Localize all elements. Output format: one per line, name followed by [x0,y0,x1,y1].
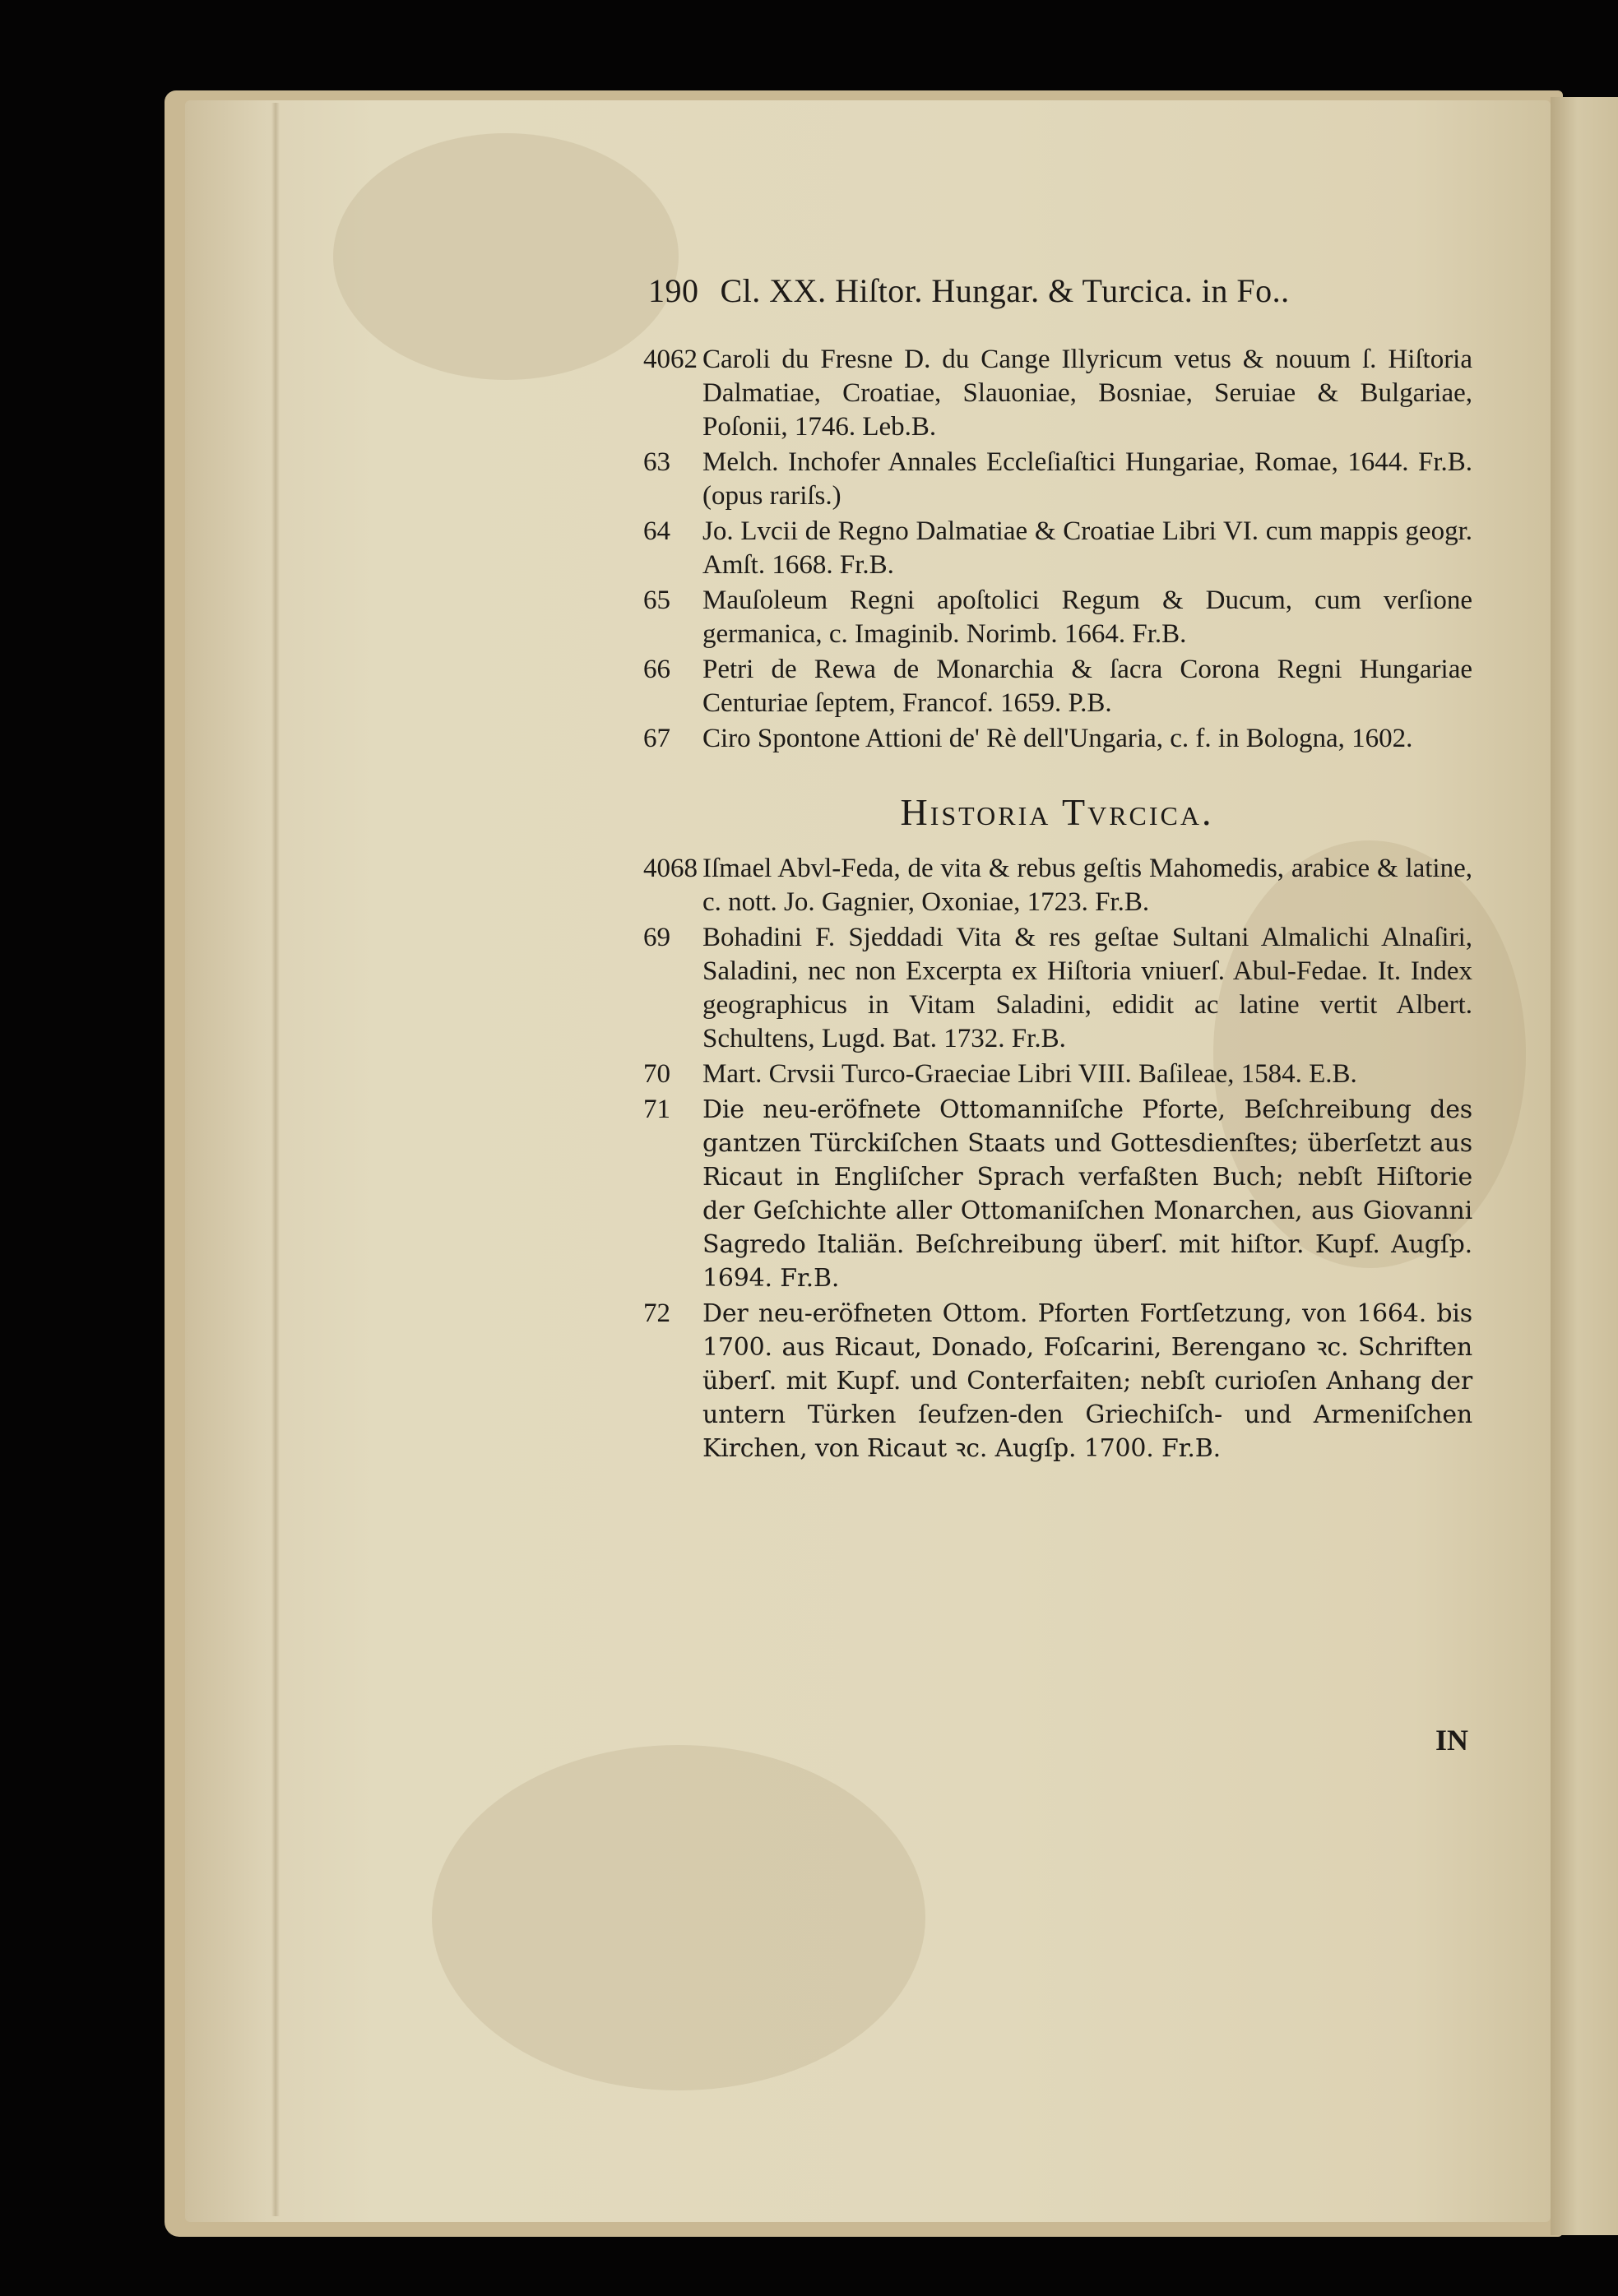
running-title: Cl. XX. Hiſtor. Hungar. & Turcica. in Fo.. [720,272,1290,309]
catalog-entry [642,1297,1472,1465]
entries-hungarica [642,343,1472,756]
entry-number: 70 [643,1059,670,1089]
entry-number: 63 [643,447,670,477]
entry-text: Iſmael Abvl-Feda, de vita & rebus geſtis Mahomedis, arabice & latine, c. nott. Jo. Gagnier, Oxoniae, 1723. Fr.B. [702,854,1472,917]
entry-number: 72 [643,1298,670,1328]
entry-text: Melch. Inchofer Annales Eccleſiaſtici Hungariae, Romae, 1644. Fr.B. (opus rariſs.) [702,447,1472,511]
page-number: 190 [648,272,699,309]
facing-page-edge [1551,97,1618,2235]
entry-text: Der neu-eröfneten Ottom. Pforten Fortſetzung, von 1664. bis 1700. aus Ricaut, Donado, Foſcarini, Berengano ꝛc. Schriften überſ. mit Kupf. und Conterfaiten; nebſt curioſen Anhang der untern Türken ſeufzen-den Griechiſch- und Armeniſchen Kirchen, von Ricaut ꝛc. Augſp. 1700. Fr.B. [702,1299,1472,1463]
entry-number: 69 [643,923,670,952]
entry-number: 4062 [643,345,698,374]
entry-text: Bohadini F. Sjeddadi Vita & res geſtae Sultani Almalichi Alnaſiri, Saladini, nec non Excerpta ex Hiſtoria vniuerſ. Abul-Fedae. It. Index geographicus in Vitam Saladini, edidit ac latine vertit Albert. Schultens, Lugd. Bat. 1732. Fr.B. [702,923,1472,1053]
entry-number: 66 [643,655,670,684]
catalog-entry [642,722,1472,756]
catalog-entry [642,852,1472,919]
catalog-entry [642,515,1472,582]
paper-stain [333,133,679,380]
page-content [642,271,1472,1467]
catalog-entry [642,446,1472,513]
entry-text: Caroli du Fresne D. du Cange Illyricum vetus & nouum ſ. Hiſtoria Dalmatiae, Croatiae, Slauoniae, Bosniae, Seruiae & Bulgariae, Poſonii, 1746. Leb.B. [702,345,1472,442]
entry-text: Jo. Lvcii de Regno Dalmatiae & Croatiae Libri VI. cum mappis geogr. Amſt. 1668. Fr.B. [702,516,1472,580]
entry-text: Ciro Spontone Attioni de' Rè dell'Ungaria, c. f. in Bologna, 1602. [702,724,1413,753]
entry-number: 67 [643,724,670,753]
entry-number: 65 [643,586,670,615]
catalog-entry [642,921,1472,1056]
paper-stain [432,1745,925,2090]
catalog-entry [642,1058,1472,1091]
running-head [648,271,1472,310]
entry-number: 71 [643,1095,670,1124]
catalog-entry [642,1093,1472,1295]
catalog-entry [642,653,1472,720]
entry-text: Die neu-eröfnete Ottomanniſche Pforte, Beſchreibung des gantzen Türckiſchen Staats und Gottesdienſtes; überſetzt aus Ricaut in Engliſcher Sprach verfaßten Buch; nebſt Hiſtorie der Geſchichte aller Ottomaniſchen Monarchen, aus Giovanni Sagredo Italiän. Beſchreibung überſ. mit hiſtor. Kupf. Augſp. 1694. Fr.B. [702,1095,1472,1293]
entry-number: 4068 [643,854,698,883]
entries-turcica [642,852,1472,1465]
entry-text: Petri de Rewa de Monarchia & ſacra Corona Regni Hungariae Centuriae ſeptem, Francof. 1659. P.B. [702,655,1472,718]
entry-number: 64 [643,516,670,546]
entry-text: Mart. Crvsii Turco-Graeciae Libri VIII. Baſileae, 1584. E.B. [702,1059,1357,1089]
page-fold-line [271,103,280,2216]
section-heading: Historia Tvrcica. [900,791,1214,833]
catalog-entry [642,343,1472,444]
entry-text: Mauſoleum Regni apoſtolici Regum & Ducum, cum verſione germanica, c. Imaginib. Norimb. 1664. Fr.B. [702,586,1472,649]
catchword: IN [1435,1724,1469,1757]
catalog-entry [642,584,1472,651]
